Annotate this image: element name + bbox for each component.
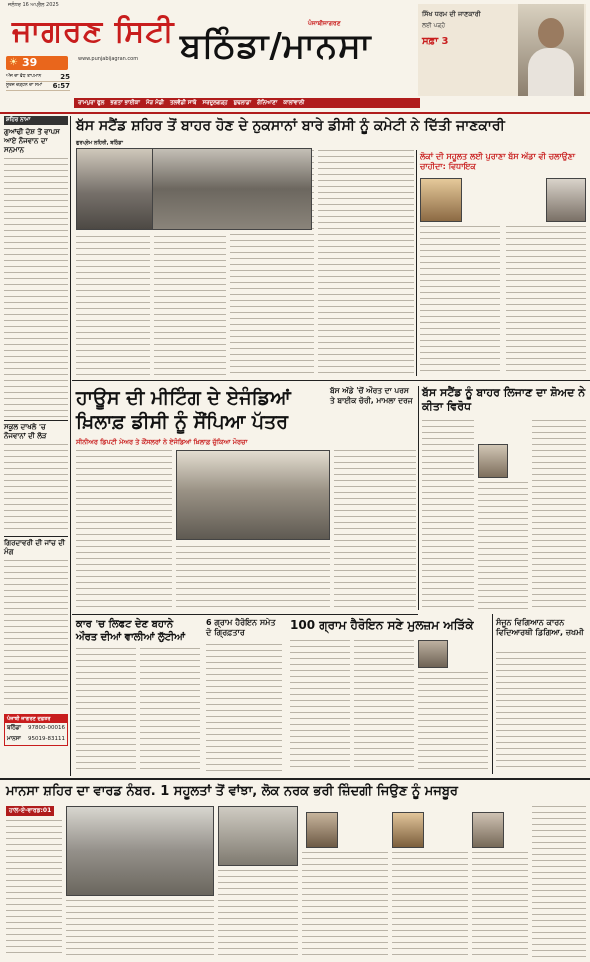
students-headline: ਸੰਜੂਨ ਵਿਗਿਆਨ ਕਾਰਨ ਵਿਦਿਆਰਥੀ ਡਿਗਿਆ, ਜ਼ਖਮੀ <box>496 618 584 637</box>
quote-body <box>420 226 500 376</box>
lead-headline: ਬੱਸ ਸਟੈਂਡ ਸ਼ਹਿਰ ਤੋਂ ਬਾਹਰ ਹੋਣ ਦੇ ਨੁਕਸਾਨਾਂ ਬਾਰੇ ਡੀਸੀ ਨੂੰ ਕਮੇਟੀ ਨੇ ਦਿੱਤੀ ਜਾਣਕਾਰੀ <box>76 118 505 134</box>
left-story-body <box>4 560 68 710</box>
bottom-body <box>218 870 298 958</box>
left-story-body <box>4 158 68 418</box>
tag-item[interactable]: ਸਰਦੂਲਗੜ੍ਹ <box>202 99 228 106</box>
left-story-headline: ਗੁਆਂਢੀ ਦੇਸ਼ ਤੋਂ ਵਾਪਸ ਆਏ ਨੌਜਵਾਨ ਦਾ ਸਨਮਾਨ <box>4 128 60 154</box>
temperature-value: 39 <box>22 56 38 69</box>
tag-item[interactable]: ਮੌੜ ਮੰਡੀ <box>145 99 164 106</box>
bottom-body <box>532 806 586 958</box>
brand-logo: ਜਾਗਰਣ ਸਿਟੀ <box>12 14 175 49</box>
bottom-body <box>392 852 468 958</box>
tag-item[interactable]: ਕਾਲਾਂਵਾਲੀ <box>283 99 305 106</box>
weather-row: ਅੱਜ ਦਾ ਵੱਧ ਤਾਪਮਾਨ 25 <box>6 73 70 81</box>
heroin-body <box>418 672 488 772</box>
quote-body <box>506 226 586 376</box>
weather-row: ਸੂਰਜ ਚੜ੍ਹਨ ਦਾ ਸਮਾਂ 6:57 <box>6 82 70 90</box>
divider <box>4 536 68 537</box>
left-story-headline: ਸਕੂਲ ਦਾਖਲੇ 'ਚ ਨੌਜਵਾਨਾਂ ਦੀ ਲੋੜ <box>4 423 47 440</box>
bottom-headline: ਮਾਨਸਾ ਸ਼ਹਿਰ ਦਾ ਵਾਰਡ ਨੰਬਰ. 1 ਸਹੂਲਤਾਂ ਤੋਂ ਵਾਂਝਾ, ਲੋਕ ਨਰਕ ਭਰੀ ਜ਼ਿੰਦਗੀ ਜਿਉਣ ਨੂੰ ਮਜਬੂਰ <box>6 784 458 799</box>
bus-shift-portrait <box>478 444 508 478</box>
resident-portrait <box>306 812 338 848</box>
mla-portrait <box>546 178 586 222</box>
website: www.punjabijagran.com <box>78 56 139 62</box>
car-body <box>140 648 200 772</box>
bus-shift-headline: ਬੱਸ ਸਟੈਂਡ ਨੂੰ ਬਾਹਰ ਲਿਜਾਣ ਦਾ ਸ਼ੋਅਦ ਨੇ ਕੀਤਾ ਵਿਰੋਧ <box>422 386 586 413</box>
ward-tag: ਹਾਲ-ਏ-ਵਾਰਡ:01 <box>6 806 54 816</box>
lead-quote: ਲੋਕਾਂ ਦੀ ਸਹੂਲਤ ਲਈ ਪੁਰਾਣਾ ਬੱਸ ਅੱਡਾ ਵੀ ਚਲਾਉਣਾ ਚਾਹੀਦਾ: ਵਿਧਾਇਕ <box>420 152 576 171</box>
car-headline: ਕਾਰ 'ਚ ਲਿਫਟ ਦੇਣ ਬਹਾਨੇ ਔਰਤ ਦੀਆਂ ਵਾਲੀਆਂ ਲੁੱਟੀਆਂ <box>76 619 186 643</box>
contact-head: ਪੰਜਾਬੀ ਜਾਗਰਣ ਦਫ਼ਤਰ <box>5 715 67 723</box>
weather-table <box>6 73 70 91</box>
house-subheadline: ਸੀਨੀਅਰ ਡਿਪਟੀ ਮੇਅਰ ਤੇ ਕੌਂਸਲਰਾਂ ਨੇ ਏਜੰਡਿਆਂ ਖ਼ਿਲਾਫ਼ ਚੁੱਕਿਆ ਮੋਰਚਾ <box>76 438 248 446</box>
bus-shift-body <box>478 482 528 610</box>
column-divider <box>70 116 71 776</box>
masthead-divider <box>0 112 590 114</box>
masthead <box>0 0 590 106</box>
house-body <box>176 546 330 610</box>
contact-row: ਮਾਨਸਾ 95019-83111 <box>7 736 65 742</box>
heroin-body <box>354 640 414 772</box>
temperature-box <box>6 56 68 70</box>
promo-box <box>418 4 586 96</box>
edition-label: ਪੰਜਾਬੀਜਾਗਰਣ <box>308 20 341 27</box>
resident-portrait <box>472 812 504 848</box>
bus-theft-headline: ਬੱਸ ਅੱਡੇ 'ਚੋਂ ਔਰਤ ਦਾ ਪਰਸ ਤੇ ਬਾਈਕ ਚੋਰੀ, ਮਾਮਲਾ ਦਰਜ <box>330 386 413 405</box>
bottom-body <box>302 852 388 958</box>
section-divider <box>72 380 590 381</box>
lead-body <box>154 236 226 376</box>
divider <box>4 420 68 421</box>
tag-item[interactable]: ਤਲਵੰਡੀ ਸਾਬੋ <box>169 99 197 106</box>
locality-tag-strip <box>74 98 420 108</box>
contact-box <box>4 714 68 746</box>
students-body <box>496 652 586 772</box>
left-col-head: ਸ਼ਹਿਰ ਨਾਮਾ <box>4 116 68 125</box>
meet-headline: 6 ਗ੍ਰਾਮ ਹੈਰੋਇਨ ਸਮੇਤ ਦੋ ਗ੍ਰਿਫ਼ਤਾਰ <box>206 618 276 637</box>
ward-photo <box>218 806 298 866</box>
meet-body <box>206 644 282 772</box>
bus-shift-body <box>532 420 586 610</box>
promo-line1: ਸਿੱਖ ਧਰਮ ਦੀ ਜਾਣਕਾਰੀ <box>422 10 481 18</box>
column-divider <box>492 614 493 774</box>
tag-item[interactable]: ਗੋਨਿਆਣਾ <box>257 99 278 106</box>
section-divider <box>0 778 590 780</box>
edition-title: ਬਠਿੰਡਾ/ਮਾਨਸਾ <box>180 26 372 66</box>
bus-stand-photo <box>152 148 312 230</box>
mla-portrait <box>420 178 462 222</box>
house-body <box>334 450 416 610</box>
section-divider <box>72 614 418 615</box>
bottom-body <box>66 900 214 958</box>
accused-photo <box>418 640 448 668</box>
tag-item[interactable]: ਰਾਮਪੁਰਾ ਫੂਲ <box>78 99 105 106</box>
promo-portrait-image <box>518 4 584 96</box>
lead-byline: ਗੁਰਪ੍ਰੇਮ ਲਹਿਰੀ, ਬਠਿੰਡਾ <box>76 140 123 146</box>
column-divider <box>416 150 417 376</box>
bus-shift-body <box>422 420 474 610</box>
promo-page: ਸਫ਼ਾ 3 <box>422 36 449 47</box>
ward-photo <box>66 806 214 896</box>
bottom-body <box>6 820 62 958</box>
issue-date: ਜਲੰਧਰ 16 ਅਪ੍ਰੈਲ 2025 <box>8 2 59 8</box>
promo-line2: ਲਈ ਪੜ੍ਹੋ <box>422 22 446 29</box>
left-story-body <box>4 444 68 534</box>
heroin-body <box>290 640 350 772</box>
house-headline: ਹਾਊਸ ਦੀ ਮੀਟਿੰਗ ਦੇ ਏਜੰਡਿਆਂ ਖ਼ਿਲਾਫ਼ ਡੀਸੀ ਨੂੰ ਸੌਂਪਿਆ ਪੱਤਰ <box>76 387 291 433</box>
left-story-headline: ਗਿਰਦਾਵਰੀ ਦੀ ਜਾਂਚ ਦੀ ਮੰਗ <box>4 539 65 556</box>
house-body <box>76 450 172 610</box>
lead-body <box>318 150 414 376</box>
left-column <box>4 116 68 776</box>
column-divider <box>418 386 419 610</box>
tag-item[interactable]: ਭਗਤਾ ਭਾਈਕਾ <box>110 99 140 106</box>
lead-body <box>76 236 150 376</box>
sun-icon: ☀ <box>9 57 18 68</box>
heroin-headline: 100 ਗ੍ਰਾਮ ਹੈਰੋਇਨ ਸਣੇ ਮੁਲਜ਼ਮ ਅੜਿੱਕੇ <box>290 618 474 632</box>
car-body <box>76 648 136 772</box>
resident-portrait <box>392 812 424 848</box>
bottom-body <box>472 852 528 958</box>
tag-item[interactable]: ਬੁਢਲਾਡਾ <box>233 99 252 106</box>
house-meeting-photo <box>176 450 330 540</box>
contact-row: ਬਠਿੰਡਾ 97800-00016 <box>7 725 65 731</box>
